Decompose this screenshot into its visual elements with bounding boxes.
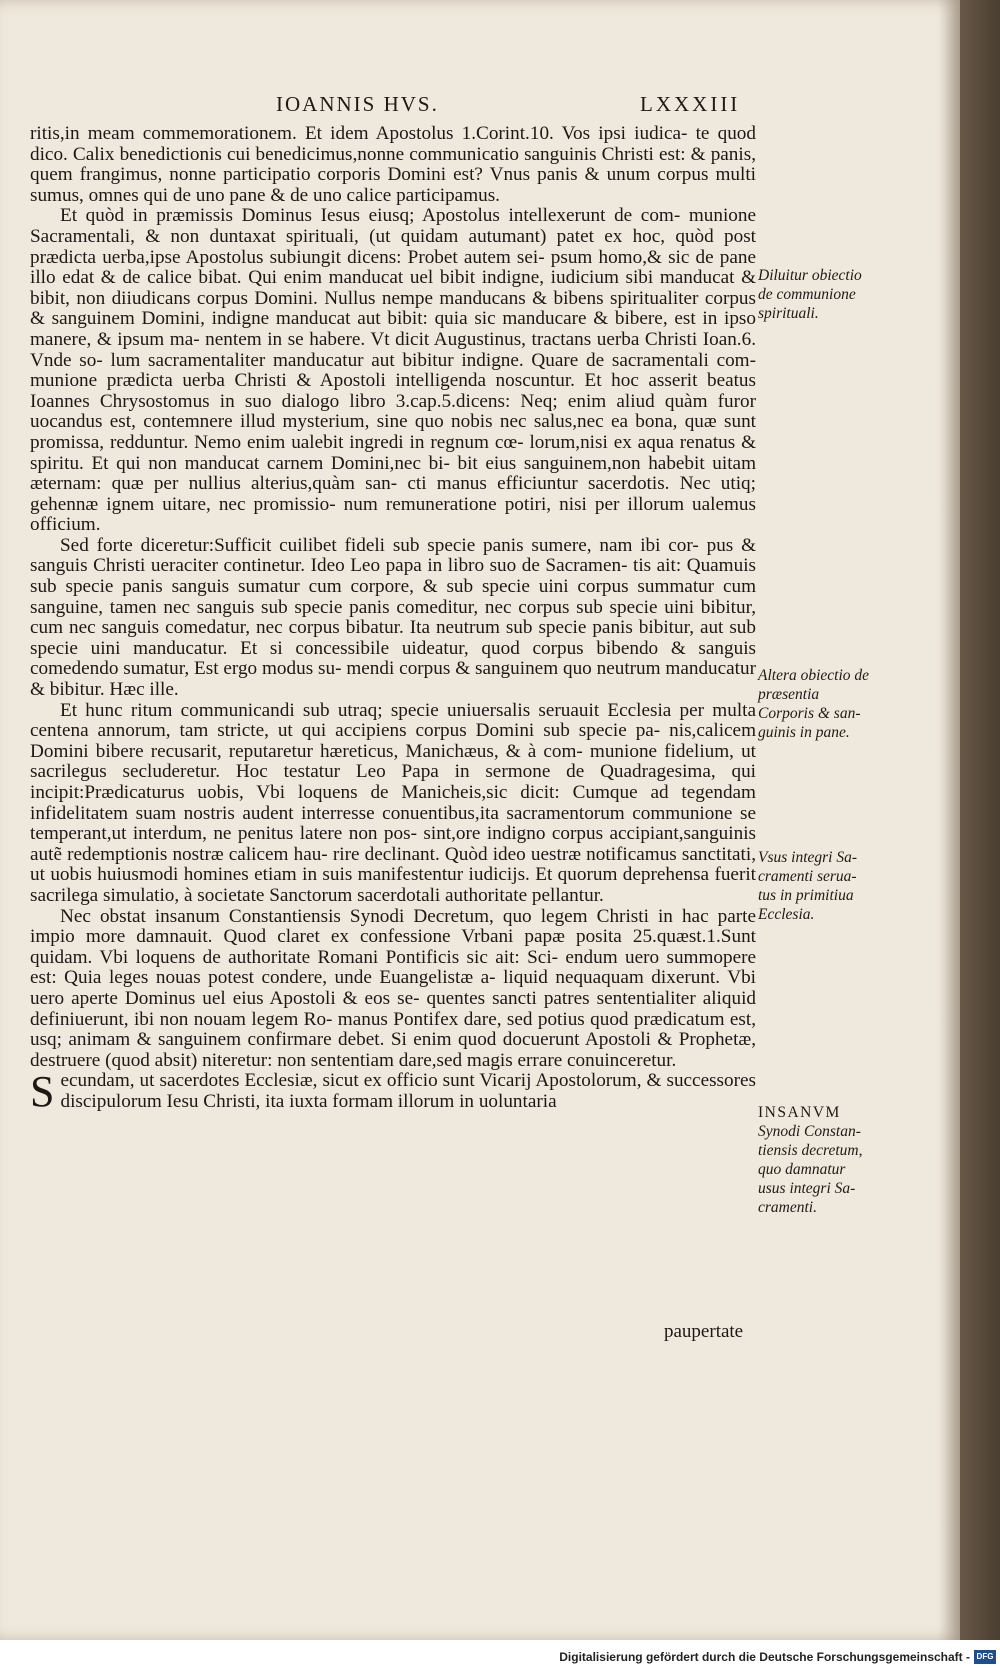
- footer-credit: Digitalisierung gefördert durch die Deutsche Forschungsgemeinschaft -: [559, 1650, 970, 1664]
- paragraph-3: Sed forte diceretur:Sufficit cuilibet fideli sub specie panis sumere, nam ibi cor- pus & sanguis Christi ueraciter continetur. Ideo Leo papa in libro suo de Sacramen- tis ait: Quamuis sub specie panis sanguis sumatur cum corpore, & sub specie uini corpus summatur cum sanguine, tamen nec sanguis sub specie panis comeditur, nec corpus sub specie uini bibitur, cum nec sanguis comedatur, nec corpus bibatur. Ita neutrum sub specie panis bibitur, aut sub specie uini manducatur. Et si concessibile uideatur, quod corpus bibendo & sanguis comedendo sumatur, Est ergo modus su- mendi corpus & sanguinem quo neutrum manducatur & bibitur. Hæc ille.: [30, 534, 756, 701]
- body-text: [30, 123, 756, 1117]
- marginal-note-5: Synodi Constan- tiensis decretum, quo damnatur usus integri Sa- cramenti.: [758, 1123, 863, 1216]
- marginal-note-3: Vsus integri Sa- cramenti serua- tus in primitiua Ecclesia.: [758, 849, 858, 923]
- paragraph-2: Et quòd in præmissis Dominus Iesus eiusq; Apostolus intellexerunt de com- munione Sacramentali, & non duntaxat spirituali, (ut quidam autumant) patet ex hoc, quòd post prædicta uerba,ipse Apostolus subiungit dicens: Probet autem sei- psum homo,& sic de pane illo edat & de calice bibat. Qui enim manducat uel bibit indigne, iudicium sibi manducat & bibit, non diiudicans corpus Domini. Nullus nempe manducans & bibens spiritualiter corpus & sanguinem Domini, indigne manducat aut bibit: quia sic manducare & bibere, est in ipso manere, & ipsum ma- nentem in se habere. Vt dicit Augustinus, tractans uerba Christi Ioan.6. Vnde so- lum sacramentaliter manducatur aut bibitur indigne. Quare de sacramentali com- munione prædicta uerba Christi & Apostoli intelligenda noscuntur. Et hoc asserit beatus Ioannes Chrysostomus in suo dialogo libro 3.cap.5.dicens: Neq; enim aliud quàm furor uocandus est, contemnere illud mysterium, sine quo nobis nec salus,nec ea bona, quæ sunt promissa, redduntur. Nemo enim ualebit ingredi in regnum cœ- lorum,nisi ex aqua renatus & spiritu. Et qui non manducat carnem Domini,nec bi- bit eius sanguinem,non habebit uitam æternam: quæ per nullius alterius,quàm san- cti manus efficiuntur sacerdotis. Nec utiq; gehennæ ignem uitare, nec promissio- num remuneratione potiri, nisi per illorum ualemus officium.: [30, 205, 756, 536]
- paragraph-4: Et hunc ritum communicandi sub utraq; specie uniuersalis seruauit Ecclesia per multa centena annorum, tam stricte, ut qui accipiens corpus Domini sub specie pa- nis,calicem Domini bibere recusarit, reputaretur hæreticus, Manichæus, & à com- munione fidelium, ut sacrilegus secluderetur. Hoc testatur Leo Papa in sermone de Quadragesima, qui incipit:Prædicaturus uobis, Vbi loquens de Manicheis,sic dicit: Cumque ad tegendam infidelitatem suam nostris audent interresse conuentibus,ita sacramentorum communione se temperant,ut interdum, ne penitus latere non pos- sint,ore indigno corpus accipiant,sanguinis autẽ redemptionis nostræ calicem hau- rire declinant. Quòd ideo uestræ notificamus sanctitati, ut uobis huiusmodi homines etiam in suis manifestentur iudicijs. Et quorum deprehensa fuerit sacrilega simulatio, à societate Sanctorum sacerdotali authoritate pellantur.: [30, 699, 756, 906]
- paragraph-1: ritis,in meam commemorationem. Et idem Apostolus 1.Corint.10. Vos ipsi iudica- te quod dico. Calix benedictionis cui benedicimus,nonne communicatio sanguinis Christi est: & panis, quem frangimus, nonne participatio corporis Domini est? Vnus panis & unum corpus multi sumus, omnes qui de uno pane & de uno calice participamus.: [30, 123, 756, 206]
- running-head: [0, 92, 960, 122]
- paragraph-6-text: ecundam, ut sacerdotes Ecclesiæ, sicut ex officio sunt Vicarij Apostolorum, & successores discipulorum Iesu Christi, ita iuxta formam illorum in uoluntaria: [60, 1070, 756, 1112]
- dfg-logo: DFG: [974, 1650, 996, 1664]
- page-shade: [938, 0, 960, 1640]
- marginal-note-4: INSANVM: [758, 1104, 841, 1121]
- marginal-note-1: Diluitur obiectio de communione spirituali.: [758, 267, 862, 322]
- dropcap-letter: S: [30, 1067, 55, 1117]
- paragraph-5: Nec obstat insanum Constantiensis Synodi Decretum, quo legem Christi in hac parte impio more damnauit. Quod claret ex confessione Vrbani papæ posita 25.quæst.1.Sunt quidam. Vbi loquens de authoritate Romani Pontificis sic ait: Sci- endum uero summopere est: Quia leges nouas potest condere, unde Euangelistæ a- liquid nequaquam dixerunt. Vbi uero aperte Dominus uel eius Apostoli & eos se- quentes sancti patres sententialiter aliquid definiuerunt, ibi non nouam legem Ro- manus Pontifex dare, sed potius quod prædicatum est, usq; animam & sanguinem confirmare debet. Si enim quod docuerunt Apostoli & Prophetæ, destruere (quod absit) niteretur: non sententiam dare,sed magis errare conuinceretur.: [30, 905, 756, 1071]
- marginal-note-2: Altera obiectio de præsentia Corporis & san- guinis in pane.: [758, 667, 870, 741]
- running-head-title: IOANNIS HVS.: [276, 92, 439, 116]
- paragraph-6: [30, 1067, 756, 1117]
- catchword: paupertate: [664, 1321, 744, 1342]
- folio-number: LXXXIII: [640, 92, 741, 116]
